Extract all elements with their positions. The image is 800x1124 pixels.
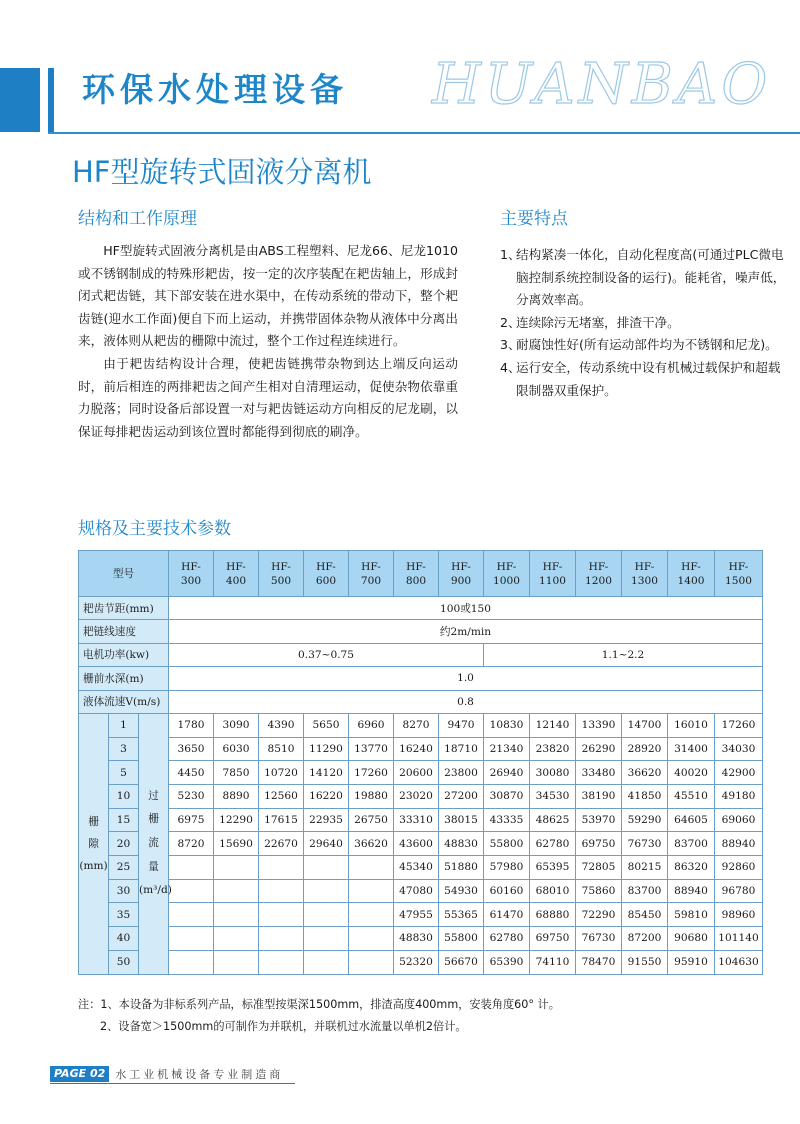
note-2: 2、设备宽＞1500mm的可制作为并联机，并联机过水流量以单机2倍计。 [100,1020,467,1033]
model-number: 400 [225,574,247,587]
param-value-cell: 1.0 [169,667,763,690]
flow-value-cell: 34530 [530,785,576,809]
param-value-cell: 0.37~0.75 [169,643,484,666]
flow-value-cell [304,879,349,903]
flow-value-cell [214,903,259,927]
flow-value-cell: 40020 [668,761,715,785]
flow-value-cell: 19880 [349,785,394,809]
flow-value-cell [214,950,259,974]
flow-label-text: 过 [148,789,159,802]
flow-value-cell: 36620 [622,761,668,785]
model-header-cell [668,551,715,597]
flow-value-cell: 75860 [576,879,622,903]
features-heading: 主要特点 [500,209,568,229]
footer-text: 水工业机械设备专业制造商 [115,1068,284,1081]
flow-value-cell: 47955 [394,903,439,927]
flow-value-cell: 30870 [484,785,530,809]
flow-value-cell: 55800 [439,927,484,951]
flow-value-cell: 69060 [715,808,763,832]
flow-value-cell: 13770 [349,737,394,761]
feature-item [500,357,790,402]
flow-value-cell: 14120 [304,761,349,785]
flow-value-cell [349,950,394,974]
flow-value-cell: 49180 [715,785,763,809]
param-value-cell: 1.1~2.2 [484,643,763,666]
flow-value-cell: 69750 [530,927,576,951]
flow-value-cell: 52320 [394,950,439,974]
flow-value-cell [259,927,304,951]
flow-value-cell: 6960 [349,713,394,737]
gap-value-cell: 20 [109,832,139,856]
flow-value-cell: 34030 [715,737,763,761]
model-header-cell [304,551,349,597]
footer-rule [50,1083,295,1084]
flow-value-cell [349,879,394,903]
feature-number: 4、 [500,359,521,375]
flow-value-cell: 36620 [349,832,394,856]
flow-value-cell [304,927,349,951]
model-number: 1100 [539,574,566,587]
flow-value-cell: 53970 [576,808,622,832]
flow-value-cell: 12560 [259,785,304,809]
gap-value-cell: 35 [109,903,139,927]
param-label-cell: 耙链线速度 [79,620,169,643]
flow-value-cell: 22935 [304,808,349,832]
param-label-cell: 液体流速V(m/s) [79,690,169,713]
flow-value-cell: 101140 [715,927,763,951]
flow-value-cell: 18710 [439,737,484,761]
flow-value-cell: 76730 [576,927,622,951]
flow-value-cell: 59810 [668,903,715,927]
feature-text: 结构紧凑一体化，自动化程度高(可通过PLC微电脑控制系统控制设备的运行)。能耗省，噪声低，分离效率高。 [516,247,786,308]
flow-value-cell: 60160 [484,879,530,903]
flow-value-cell: 26750 [349,808,394,832]
page-number-badge: PAGE 02 [50,1066,109,1082]
structure-paragraph-2: 由于耙齿结构设计合理，使耙齿链携带杂物到达上端反向运动时，前后相连的两排耙齿之间产生相对自清理运动，促使杂物依靠重力脱落；同时设备后部设置一对与耙齿链运动方向相反的尼龙刷，以保证每排耙齿运动到该位置时都能得到彻底的刷净。 [78,355,458,439]
flow-value-cell: 27200 [439,785,484,809]
flow-value-cell: 83700 [668,832,715,856]
model-header-cell [576,551,622,597]
flow-value-cell [214,927,259,951]
flow-value-cell: 96780 [715,879,763,903]
model-prefix: HF- [728,560,749,573]
model-label-cell: 型号 [79,551,169,597]
model-header-cell [259,551,304,597]
flow-value-cell: 95910 [668,950,715,974]
model-prefix: HF- [451,560,471,573]
footer [50,1066,283,1082]
flow-value-cell [259,950,304,974]
structure-heading: 结构和工作原理 [78,209,197,229]
flow-value-cell: 5230 [169,785,214,809]
flow-value-cell [304,950,349,974]
flow-value-cell: 65395 [530,856,576,880]
gap-value-cell: 10 [109,785,139,809]
flow-value-cell: 54930 [439,879,484,903]
gap-label-cell [79,713,109,974]
model-number: 500 [270,574,292,587]
feature-number: 3、 [500,337,521,353]
flow-value-cell: 29640 [304,832,349,856]
flow-value-cell: 17615 [259,808,304,832]
flow-value-cell [304,856,349,880]
gap-label-text: 隙 [88,837,99,850]
flow-value-cell: 1780 [169,713,214,737]
flow-value-cell: 68010 [530,879,576,903]
flow-value-cell: 61470 [484,903,530,927]
gap-value-cell: 15 [109,808,139,832]
flow-value-cell: 11290 [304,737,349,761]
flow-value-cell: 10830 [484,713,530,737]
flow-value-cell: 42900 [715,761,763,785]
flow-value-cell: 86320 [668,856,715,880]
flow-value-cell: 43600 [394,832,439,856]
model-number: 1300 [631,574,658,587]
model-prefix: HF- [681,560,701,573]
gap-value-cell: 25 [109,856,139,880]
flow-value-cell: 45340 [394,856,439,880]
flow-value-cell: 7850 [214,761,259,785]
flow-value-cell: 16010 [668,713,715,737]
feature-text: 运行安全，传动系统中设有机械过载保护和超载限制器双重保护。 [516,359,781,398]
flow-value-cell: 9470 [439,713,484,737]
gap-value-cell: 50 [109,950,139,974]
model-prefix: HF- [271,560,291,573]
flow-value-cell: 6975 [169,808,214,832]
flow-value-cell: 26940 [484,761,530,785]
flow-label-text: 栅 [148,813,159,826]
notes [78,994,560,1038]
flow-value-cell: 76730 [622,832,668,856]
flow-value-cell [169,927,214,951]
flow-value-cell: 33480 [576,761,622,785]
flow-value-cell: 21340 [484,737,530,761]
flow-value-cell: 41850 [622,785,668,809]
structure-text [78,240,458,443]
flow-value-cell: 72805 [576,856,622,880]
model-number: 700 [360,574,382,587]
flow-value-cell: 16220 [304,785,349,809]
flow-value-cell [169,856,214,880]
flow-value-cell: 68880 [530,903,576,927]
flow-value-cell: 74110 [530,950,576,974]
flow-value-cell: 17260 [715,713,763,737]
flow-value-cell: 26290 [576,737,622,761]
flow-value-cell [349,856,394,880]
feature-text: 耐腐蚀性好(所有运动部件均为不锈钢和尼龙)。 [516,337,778,353]
model-header-cell [349,551,394,597]
flow-label-text: (m³/d) [139,884,172,897]
flow-value-cell: 28920 [622,737,668,761]
flow-value-cell: 4450 [169,761,214,785]
flow-value-cell: 85450 [622,903,668,927]
param-value-cell: 100或150 [169,597,763,620]
feature-item [500,312,790,335]
flow-value-cell [169,903,214,927]
gap-label-text: 栅 [88,815,99,828]
flow-value-cell [259,856,304,880]
param-label-cell: 电机功率(kw) [79,643,169,666]
param-value-cell: 0.8 [169,690,763,713]
model-prefix: HF- [542,560,563,573]
flow-value-cell: 10720 [259,761,304,785]
flow-label-text: 量 [148,860,159,873]
model-header-cell [530,551,576,597]
flow-value-cell: 104630 [715,950,763,974]
flow-value-cell: 92860 [715,856,763,880]
model-prefix: HF- [588,560,609,573]
flow-value-cell: 8270 [394,713,439,737]
spec-heading: 规格及主要技术参数 [78,519,231,539]
flow-value-cell: 23800 [439,761,484,785]
feature-text: 连续除污无堵塞，排渣干净。 [516,314,680,330]
flow-value-cell: 72290 [576,903,622,927]
header-stripe-thin [48,68,54,132]
flow-value-cell: 33310 [394,808,439,832]
flow-value-cell: 8510 [259,737,304,761]
model-prefix: HF- [496,560,517,573]
gap-label-text: (mm) [79,859,108,872]
flow-value-cell: 51880 [439,856,484,880]
flow-value-cell: 59290 [622,808,668,832]
note-1: 注：1、本设备为非标系列产品，标准型按渠深1500mm，排渣高度400mm，安装角度60° 计。 [78,998,560,1011]
flow-value-cell: 69750 [576,832,622,856]
flow-value-cell: 13390 [576,713,622,737]
model-header-cell [622,551,668,597]
product-title: HF型旋转式固液分离机 [72,155,372,189]
flow-value-cell [259,879,304,903]
flow-value-cell: 62780 [484,927,530,951]
flow-value-cell: 55800 [484,832,530,856]
flow-value-cell: 48830 [394,927,439,951]
flow-value-cell: 90680 [668,927,715,951]
flow-value-cell: 78470 [576,950,622,974]
header-title: 环保水处理设备 [82,70,348,109]
model-header-cell [394,551,439,597]
flow-value-cell: 3090 [214,713,259,737]
flow-value-cell: 20600 [394,761,439,785]
model-number: 1000 [493,574,520,587]
model-header-cell [169,551,214,597]
flow-value-cell: 65390 [484,950,530,974]
model-prefix: HF- [406,560,426,573]
model-header-cell [214,551,259,597]
model-header-cell [439,551,484,597]
flow-value-cell [349,903,394,927]
model-prefix: HF- [634,560,655,573]
model-number: 1200 [585,574,612,587]
flow-value-cell [214,856,259,880]
flow-value-cell: 31400 [668,737,715,761]
flow-value-cell: 6030 [214,737,259,761]
flow-value-cell [169,879,214,903]
param-label-cell: 耙齿节距(mm) [79,597,169,620]
flow-value-cell: 5650 [304,713,349,737]
flow-label-cell [139,713,172,974]
spec-table [78,550,763,975]
gap-value-cell: 3 [109,737,139,761]
model-prefix: HF- [181,560,201,573]
flow-value-cell: 87200 [622,927,668,951]
flow-value-cell: 12140 [530,713,576,737]
flow-value-cell: 8890 [214,785,259,809]
flow-value-cell: 83700 [622,879,668,903]
flow-value-cell: 48625 [530,808,576,832]
feature-item [500,244,790,312]
flow-value-cell: 80215 [622,856,668,880]
flow-value-cell: 43335 [484,808,530,832]
flow-value-cell: 48830 [439,832,484,856]
header-rule [48,132,800,134]
flow-value-cell [259,903,304,927]
flow-value-cell: 38015 [439,808,484,832]
flow-value-cell: 3650 [169,737,214,761]
flow-value-cell: 55365 [439,903,484,927]
flow-value-cell: 23820 [530,737,576,761]
flow-value-cell: 88940 [715,832,763,856]
param-value-cell: 约2m/min [169,620,763,643]
flow-value-cell: 88940 [668,879,715,903]
model-number: 900 [450,574,472,587]
model-header-cell [715,551,763,597]
gap-value-cell: 5 [109,761,139,785]
flow-value-cell: 57980 [484,856,530,880]
flow-value-cell [349,927,394,951]
flow-value-cell: 47080 [394,879,439,903]
feature-number: 2、 [500,314,521,330]
flow-value-cell: 16240 [394,737,439,761]
gap-value-cell: 1 [109,713,139,737]
model-number: 300 [180,574,202,587]
model-prefix: HF- [361,560,381,573]
flow-value-cell [169,950,214,974]
flow-value-cell: 17260 [349,761,394,785]
structure-paragraph-1: HF型旋转式固液分离机是由ABS工程塑料、尼龙66、尼龙1010或不锈钢制成的特殊形耙齿，按一定的次序装配在耙齿轴上，形成封闭式耙齿链，其下部安装在进水渠中，在传动系统的带动下，整个耙齿链(迎水工作面)便自下而上运动，并携带固体杂物从液体中分离出来，液体则从耙齿的栅隙中流过，整个工作过程连续进行。 [78,243,458,349]
flow-value-cell: 45510 [668,785,715,809]
flow-label-text: 流 [148,836,159,849]
flow-value-cell: 38190 [576,785,622,809]
header-watermark: HUANBAO [432,52,772,117]
model-header-cell [484,551,530,597]
model-prefix: HF- [226,560,246,573]
flow-value-cell [304,903,349,927]
feature-item [500,334,790,357]
flow-value-cell: 56670 [439,950,484,974]
flow-value-cell [214,879,259,903]
flow-value-cell: 98960 [715,903,763,927]
gap-value-cell: 30 [109,879,139,903]
flow-value-cell: 22670 [259,832,304,856]
flow-value-cell: 4390 [259,713,304,737]
model-number: 600 [315,574,337,587]
flow-value-cell: 23020 [394,785,439,809]
header-stripe [0,68,40,132]
feature-number: 1、 [500,247,521,262]
model-number: 1400 [677,574,705,587]
flow-value-cell: 62780 [530,832,576,856]
param-label-cell: 栅前水深(m) [79,667,169,690]
model-number: 800 [405,574,427,587]
flow-value-cell: 15690 [214,832,259,856]
flow-value-cell: 91550 [622,950,668,974]
flow-value-cell: 12290 [214,808,259,832]
flow-value-cell: 8720 [169,832,214,856]
features-list [500,244,790,402]
flow-value-cell: 30080 [530,761,576,785]
gap-value-cell: 40 [109,927,139,951]
model-number: 1500 [725,574,752,587]
model-prefix: HF- [316,560,336,573]
flow-value-cell: 64605 [668,808,715,832]
flow-value-cell: 14700 [622,713,668,737]
